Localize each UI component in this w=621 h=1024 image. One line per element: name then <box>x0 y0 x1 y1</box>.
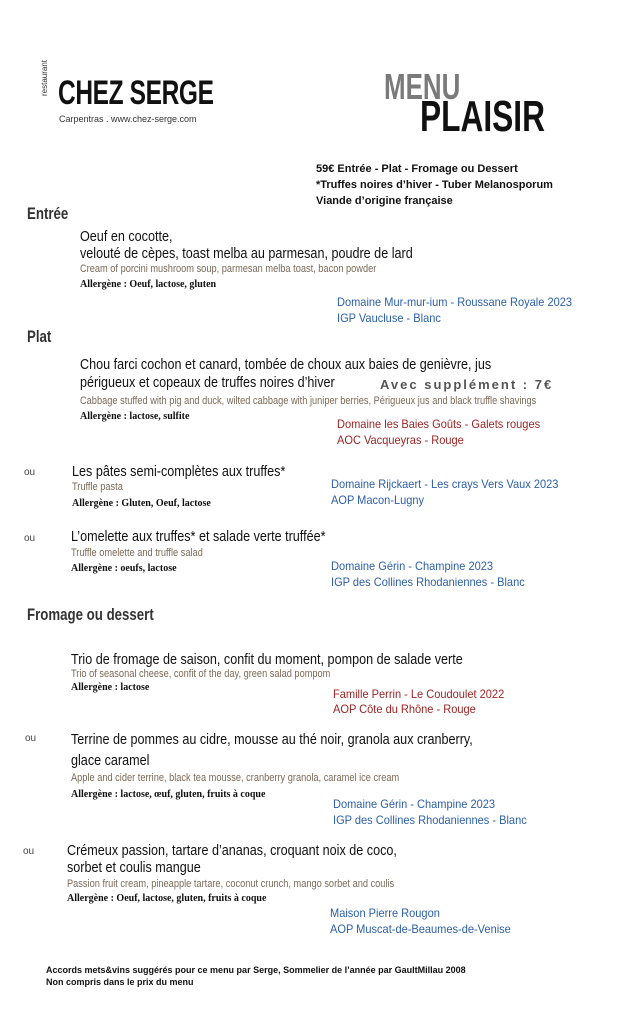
dessert2-dish-line1: Crémeux passion, tartare d’ananas, croquant noix de coco, <box>67 842 397 859</box>
dessert2-description: Passion fruit cream, pineapple tartare, coconut crunch, mango sorbet and coulis <box>67 878 395 890</box>
entree-wine-appellation: IGP Vaucluse - Blanc <box>337 311 441 325</box>
plat2-description: Truffle pasta <box>72 481 123 493</box>
fromage1-dish: Trio de fromage de saison, confit du moment, pompon de salade verte <box>71 651 463 668</box>
plat3-wine-domain: Domaine Gérin - Champine 2023 <box>331 559 494 573</box>
entree-allergens: Allergène : Oeuf, lactose, gluten <box>80 279 217 290</box>
plat2-wine-domain: Domaine Rijckaert - Les crays Vers Vaux 2023 <box>331 477 559 491</box>
truffle-note: *Truffes noires d’hiver - Tuber Melanosporum <box>316 179 553 191</box>
entree-dish-line2: velouté de cèpes, toast melba au parmesan, poudre de lard <box>80 245 413 262</box>
plat1-allergens: Allergène : lactose, sulfite <box>80 411 190 422</box>
dessert1-allergens: Allergène : lactose, œuf, gluten, fruits à coque <box>71 789 266 800</box>
restaurant-name: CHEZ SERGE <box>58 74 214 112</box>
section-title-plat: Plat <box>27 327 52 346</box>
dessert1-dish-line1: Terrine de pommes au cidre, mousse au thé noir, granola aux cranberry, <box>71 731 473 748</box>
entree-dish-line1: Oeuf en cocotte, <box>80 228 173 245</box>
plat3-wine-appellation: IGP des Collines Rhodaniennes - Blanc <box>331 575 525 589</box>
dessert1-dish-line2: glace caramel <box>71 752 150 769</box>
brand-side-label: restaurant <box>40 59 49 96</box>
plat1-wine-appellation: AOC Vacqueyras - Rouge <box>337 433 464 447</box>
or-label: ou <box>24 467 36 478</box>
dessert2-wine-appellation: AOP Muscat-de-Beaumes-de-Venise <box>330 922 511 936</box>
plat2-dish: Les pâtes semi-complètes aux truffes* <box>72 463 286 480</box>
restaurant-subtitle: Carpentras . www.chez-serge.com <box>59 114 197 124</box>
menu-title-line1: MENU <box>384 66 461 107</box>
or-label: ou <box>23 846 35 857</box>
fromage1-description: Trio of seasonal cheese, confit of the day, green salad pompom <box>71 668 331 680</box>
plat3-description: Truffle omelette and truffle salad <box>71 547 203 559</box>
dessert1-wine-domain: Domaine Gérin - Champine 2023 <box>333 797 496 811</box>
plat1-description: Cabbage stuffed with pig and duck, wilted cabbage with juniper berries, Périgueux jus and black truffle shavings <box>80 395 537 407</box>
footer-price-note: Non compris dans le prix du menu <box>46 977 194 987</box>
section-title-fromage-dessert: Fromage ou dessert <box>27 605 154 624</box>
or-label: ou <box>25 733 37 744</box>
footer-pairing-note: Accords mets&vins suggérés pour ce menu par Serge, Sommelier de l’année par GaultMillau 2008 <box>46 965 466 975</box>
plat3-dish: L’omelette aux truffes* et salade verte truffée* <box>71 528 326 545</box>
plat1-wine-domain: Domaine les Baies Goûts - Galets rouges <box>337 417 541 431</box>
entree-description: Cream of porcini mushroom soup, parmesan melba toast, bacon powder <box>80 263 377 275</box>
plat2-wine-appellation: AOP Macon-Lugny <box>331 493 425 507</box>
plat1-supplement: Avec supplément : 7€ <box>380 377 554 392</box>
menu-price-info: 59€ Entrée - Plat - Fromage ou Dessert <box>316 163 518 175</box>
fromage1-allergens: Allergène : lactose <box>71 682 150 693</box>
dessert1-description: Apple and cider terrine, black tea mousse, cranberry granola, caramel ice cream <box>71 772 400 784</box>
dessert2-wine-domain: Maison Pierre Rougon <box>330 906 440 920</box>
section-title-entree: Entrée <box>27 204 69 223</box>
plat2-allergens: Allergène : Gluten, Oeuf, lactose <box>72 498 211 509</box>
plat1-dish-line2: périgueux et copeaux de truffes noires d’hiver <box>80 374 335 391</box>
or-label: ou <box>24 533 36 544</box>
dessert2-allergens: Allergène : Oeuf, lactose, gluten, fruits à coque <box>67 893 267 904</box>
menu-title-line2: PLAISIR <box>420 92 545 141</box>
dessert2-dish-line2: sorbet et coulis mangue <box>67 859 201 876</box>
plat1-dish-line1: Chou farci cochon et canard, tombée de choux aux baies de genièvre, jus <box>80 356 492 373</box>
fromage1-wine-appellation: AOP Côte du Rhône - Rouge <box>333 702 476 716</box>
entree-wine-domain: Domaine Mur-mur-ium - Roussane Royale 2023 <box>337 295 573 309</box>
dessert1-wine-appellation: IGP des Collines Rhodaniennes - Blanc <box>333 813 527 827</box>
fromage1-wine-domain: Famille Perrin - Le Coudoulet 2022 <box>333 687 505 701</box>
meat-origin-note: Viande d’origine française <box>316 195 453 207</box>
plat3-allergens: Allergène : oeufs, lactose <box>71 563 177 574</box>
